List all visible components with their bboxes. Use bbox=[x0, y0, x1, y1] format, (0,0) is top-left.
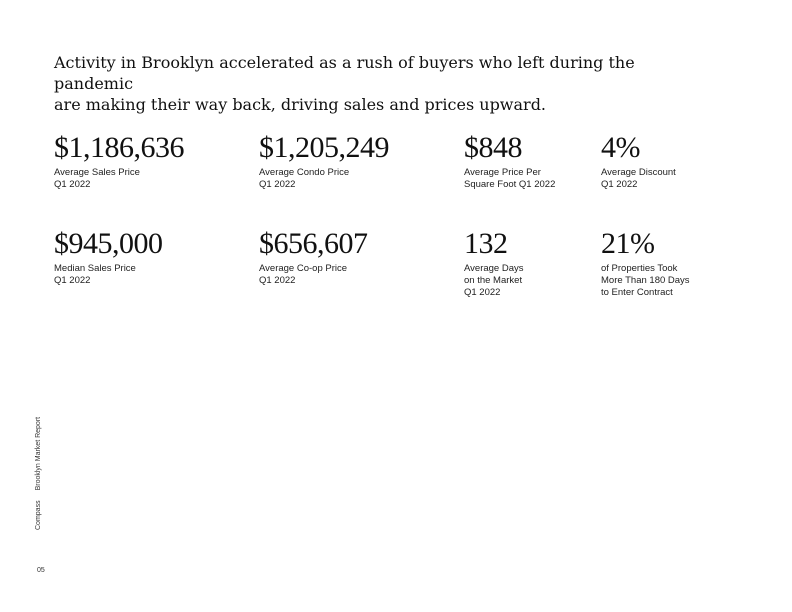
stat-value: $945,000 bbox=[54, 227, 163, 260]
stat-label: Average Discount Q1 2022 bbox=[601, 167, 676, 190]
stat-label: Median Sales Price Q1 2022 bbox=[54, 263, 136, 286]
stat-average-days-on-market bbox=[464, 228, 524, 299]
stat-value: $848 bbox=[464, 131, 522, 164]
stat-properties-over-180-days bbox=[601, 228, 690, 299]
stat-label: Average Condo Price Q1 2022 bbox=[259, 167, 350, 190]
footer-side-label bbox=[34, 417, 43, 530]
stat-value: 132 bbox=[464, 227, 508, 260]
stat-value: 21% bbox=[601, 227, 655, 260]
stat-label: Average Co-op Price Q1 2022 bbox=[259, 263, 348, 286]
stat-value: $1,186,636 bbox=[54, 131, 184, 164]
stat-label: of Properties Took More Than 180 Days to Enter Contract bbox=[601, 263, 690, 298]
stat-average-coop-price bbox=[259, 228, 368, 287]
stat-value: $656,607 bbox=[259, 227, 368, 260]
page-number: 05 bbox=[37, 567, 45, 574]
intro-line-1: Activity in Brooklyn accelerated as a rush of buyers who left during the pandemic bbox=[54, 53, 635, 93]
intro-paragraph bbox=[54, 52, 694, 115]
stat-value: 4% bbox=[601, 131, 640, 164]
stat-average-condo-price bbox=[259, 132, 389, 191]
intro-line-2: are making their way back, driving sales and prices upward. bbox=[54, 95, 547, 114]
report-title: Brooklyn Market Report bbox=[35, 416, 42, 491]
stat-label: Average Price Per Square Foot Q1 2022 bbox=[464, 167, 556, 190]
brand-name: Compass bbox=[35, 500, 42, 530]
stat-label: Average Sales Price Q1 2022 bbox=[54, 167, 140, 190]
stat-average-price-per-square-foot bbox=[464, 132, 555, 191]
stat-value: $1,205,249 bbox=[259, 131, 389, 164]
stat-median-sales-price bbox=[54, 228, 163, 287]
stat-label: Average Days on the Market Q1 2022 bbox=[464, 263, 524, 298]
stat-average-discount bbox=[601, 132, 676, 191]
stat-average-sales-price bbox=[54, 132, 184, 191]
